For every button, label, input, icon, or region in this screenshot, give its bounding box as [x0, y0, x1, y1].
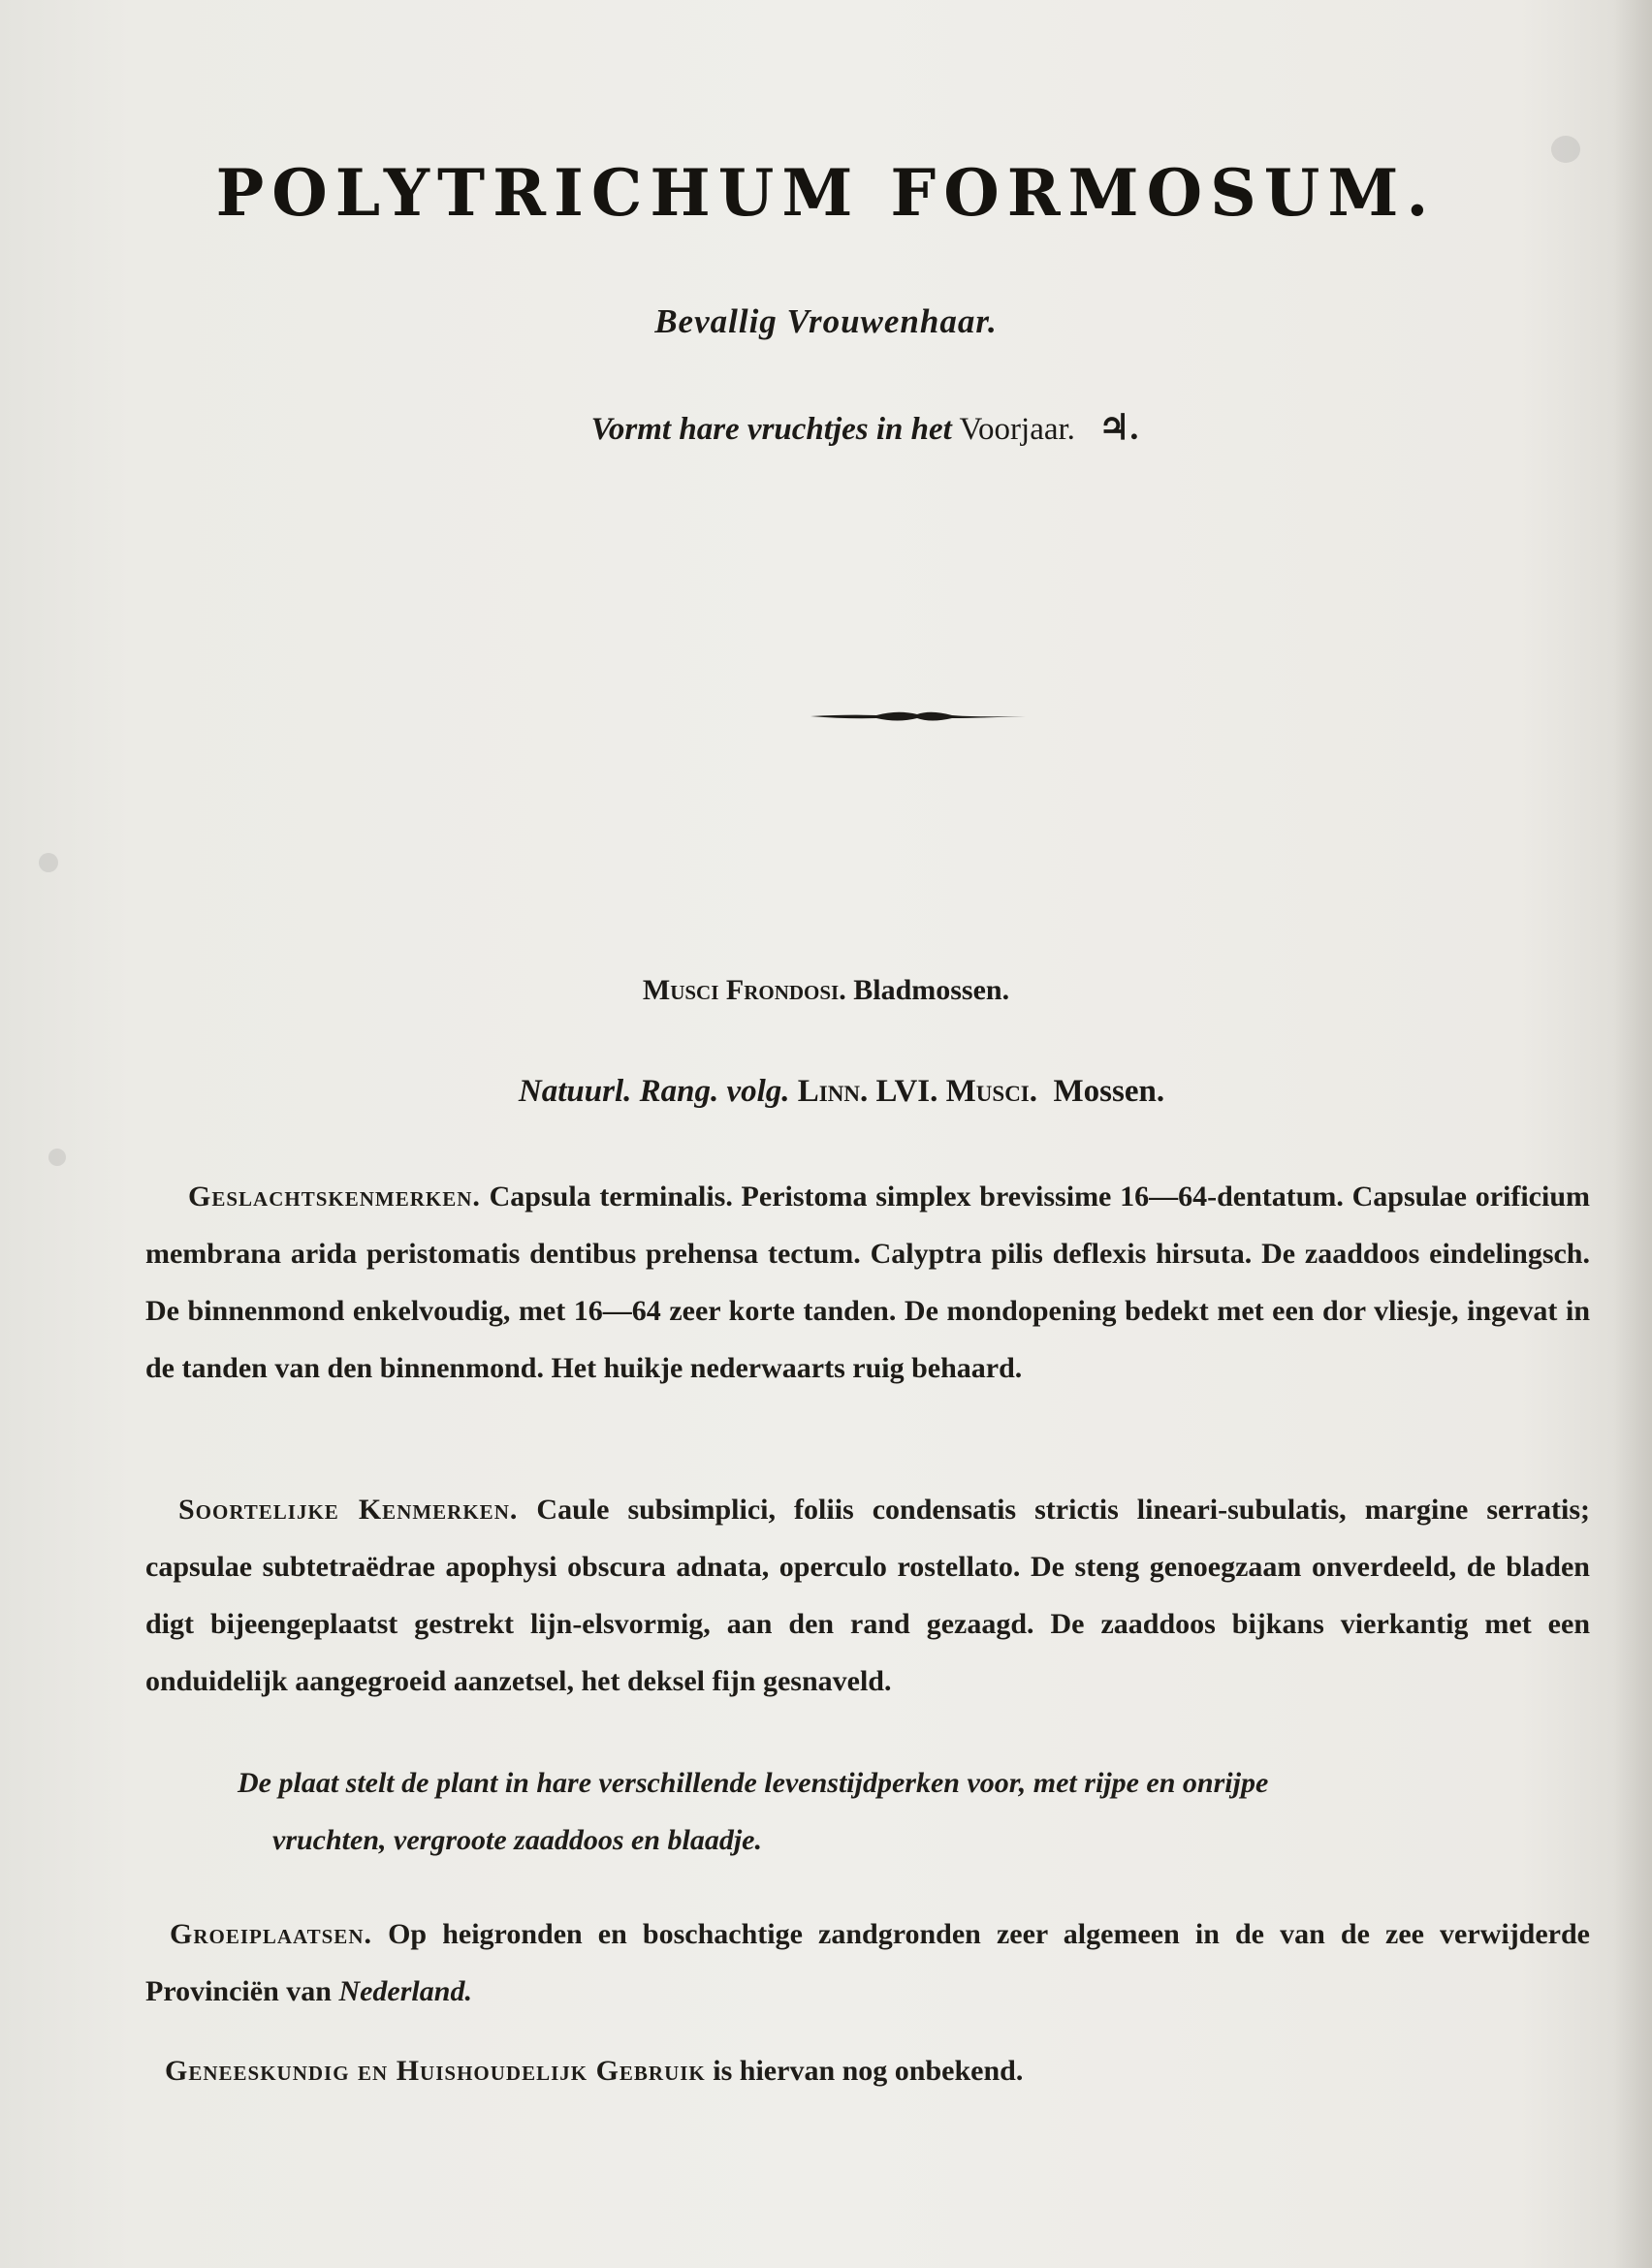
genus-text: Capsula terminalis. Peristoma simplex brevissime 16—64-dentatum. Capsulae orificium membrana arida peristomatis dentibus prehensa tectum. Calyptra pilis deflexis hirsuta. De zaaddoos eindelingsch. De binnenmond enkelvoudig, met 16—64 zeer korte tanden. De mondopening bedekt met een dor vliesje, ingevat in de tanden van den binnenmond. Het huikje nederwaarts ruig behaard. — [145, 1181, 1591, 1384]
genus-lead: Geslachtskenmerken. — [188, 1181, 481, 1213]
rank-musci: Musci. — [945, 1074, 1037, 1109]
medical-use — [165, 2042, 1609, 2099]
plate-line-1: De plaat stelt de plant in hare verschillende levenstijdperken voor, met rijpe en onrijpe — [238, 1767, 1269, 1799]
plate-description — [238, 1754, 1585, 1869]
perennial-symbol: ♃. — [1098, 408, 1139, 447]
paper-spot — [1551, 136, 1580, 163]
order-line — [0, 974, 1652, 1007]
habitat-text: Op heigronden en boschachtige zandgronden zeer algemeen in de van de zee verwijderde Provinciën van — [145, 1918, 1590, 2007]
species-text: Caule subsimplici, foliis condensatis strictis lineari-subulatis, margine serratis; capsulae subtetraëdrae apophysi obscura adnata, operculo rostellato. De steng genoegzaam onverdeeld, de bladen digt bijeengeplaatst gestrekt lijn-elsvormig, aan den rand gezaagd. De zaaddoos bijkans vierkantig met een onduidelijk aangegroeid aanzetsel, het deksel fijn gesnaveld. — [145, 1494, 1590, 1697]
order-dutch: Bladmossen. — [853, 974, 1010, 1006]
page-edge-shadow — [1613, 0, 1652, 2268]
paper-spot — [48, 1149, 66, 1166]
rank-italic: Natuurl. Rang. volg. — [518, 1074, 790, 1109]
divider-ornament — [809, 704, 1028, 729]
fruiting-season — [39, 407, 1652, 448]
plate-line-2: vruchten, vergroote zaaddoos en blaadje. — [272, 1824, 762, 1856]
genus-characters — [145, 1168, 1590, 1397]
habitat-place: Nederland. — [338, 1975, 472, 2007]
season-italic: Vormt hare vruchtjes in het — [590, 412, 952, 447]
use-text: is hiervan nog onbekend. — [713, 2055, 1024, 2087]
species-characters — [145, 1481, 1590, 1710]
rank-linn: Linn. — [797, 1074, 869, 1109]
species-lead: Soortelijke Kenmerken. — [178, 1494, 519, 1526]
rank-number: LVI. — [875, 1074, 938, 1109]
page-title: POLYTRICHUM FORMOSUM. — [215, 155, 1437, 231]
habitat — [145, 1906, 1590, 2020]
habitat-lead: Groeiplaatsen. — [170, 1918, 372, 1950]
paper-spot — [39, 853, 58, 872]
season-plain: Voorjaar. — [959, 412, 1075, 447]
use-lead: Geneeskundig en Huishoudelijk Gebruik — [165, 2055, 706, 2087]
rank-dutch: Mossen. — [1053, 1074, 1165, 1109]
natural-rank-line — [16, 1074, 1652, 1110]
dutch-name: Bevallig Vrouwenhaar. — [654, 302, 998, 340]
order-lead: Musci Frondosi. — [642, 974, 846, 1006]
